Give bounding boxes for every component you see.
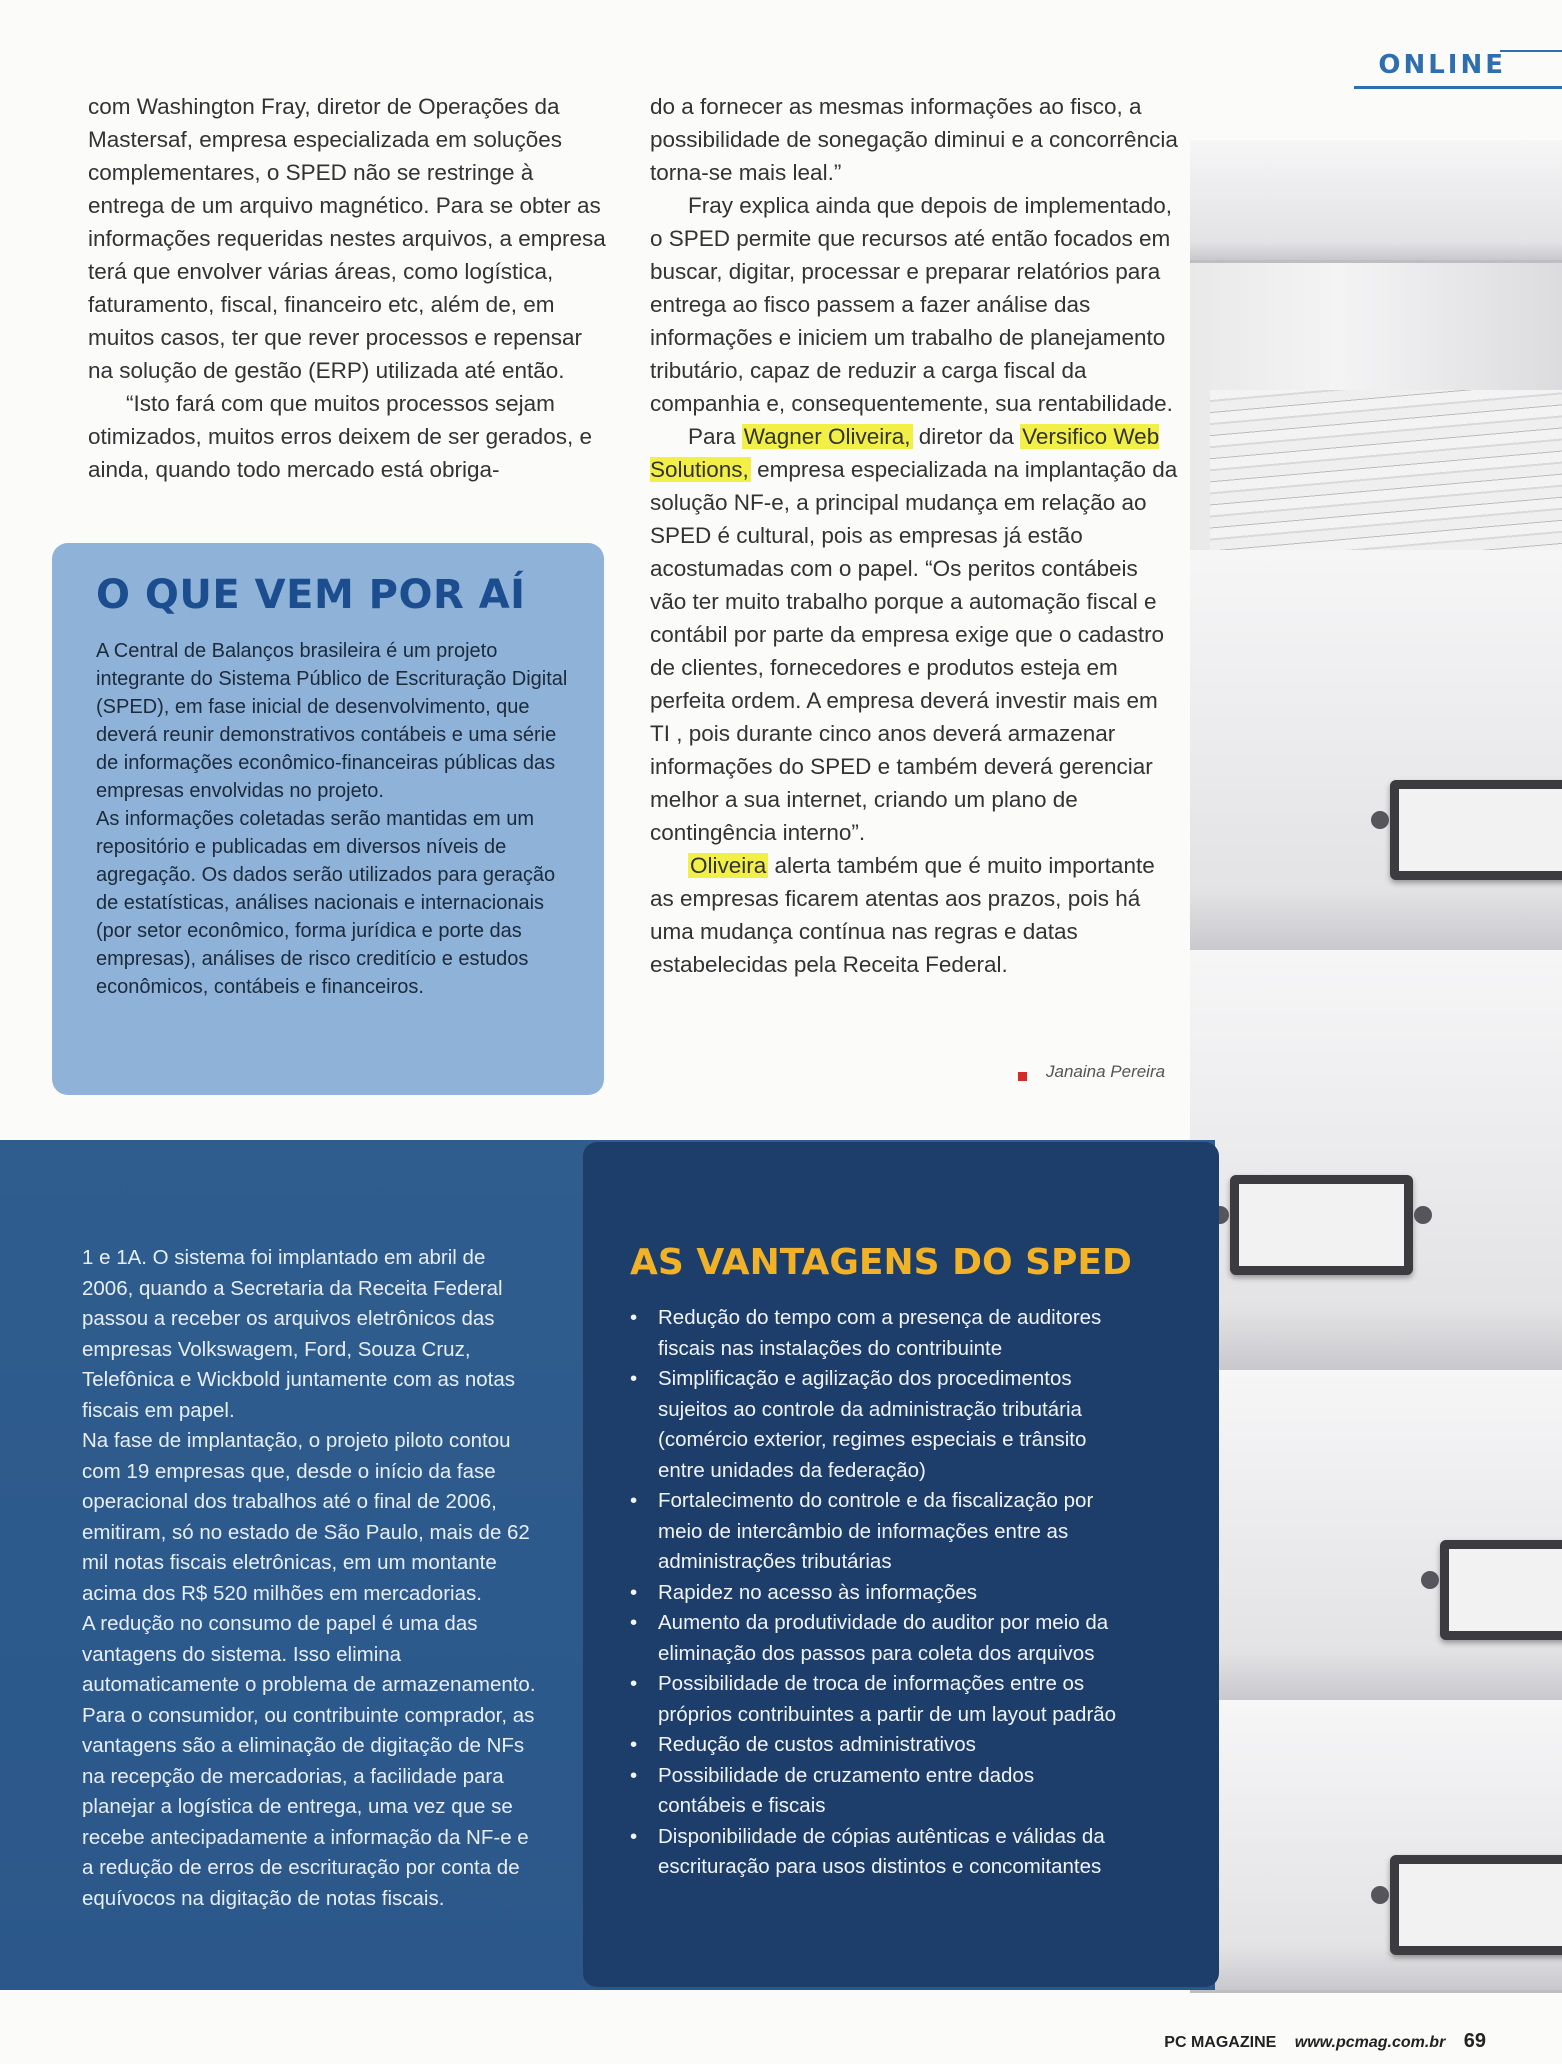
- paragraph: As informações coletadas serão mantidas em um repositório e publicadas em diversos níveis de agregação. Os dados serão utilizados para geração de estatísticas, análises nacionais e internacionais (por setor econômico, forma jurídica e porte das empresas), análises de risco creditício e estudos econômicos, contábeis e financeiros.: [96, 808, 556, 998]
- list-item: • Disponibilidade de cópias autênticas e válidas da escrituração para usos distintos e concomitantes: [628, 1822, 1118, 1883]
- list-item: • Redução do tempo com a presença de auditores fiscais nas instalações do contribuinte: [628, 1303, 1118, 1364]
- cabinet-drawer: [1190, 1370, 1562, 1703]
- cabinet-drawer: [1190, 550, 1562, 953]
- paragraph: A redução no consumo de papel é uma das vantagens do sistema. Isso elimina automaticamente o problema de armazenamento. Para o consumidor, ou contribuinte comprador, as vantagens são a eliminação de digitação de NFs na recepção de mercadorias, a facilidade para planejar a logística de entrega, uma vez que se recebe antecipadamente a informação da NF-e e a redução de erros de escrituração por conta de equívocos na digitação de notas fiscais.: [82, 1612, 536, 1910]
- drawer-handle: [1390, 780, 1562, 880]
- cabinet-drawer: [1190, 140, 1562, 263]
- text-run: alerta também que é muito importante as empresas ficarem atentas aos prazos, pois há uma mudança contínua nas regras e datas estabelecidas pela Receita Federal.: [650, 853, 1155, 977]
- list-item: • Fortalecimento do controle e da fiscalização por meio de intercâmbio de informações entre as administrações tributárias: [628, 1486, 1118, 1578]
- paragraph: Na fase de implantação, o projeto piloto contou com 19 empresas que, desde o início da fase operacional dos trabalhos até o final de 2006, emitiram, só no estado de São Paulo, mais de 62 mil notas fiscais eletrônicas, em um montante acima dos R$ 520 milhões em mercadorias.: [82, 1429, 530, 1605]
- header-rule-top: [1500, 50, 1562, 52]
- drawer-handle: [1440, 1540, 1562, 1640]
- band-text: [82, 1243, 536, 1914]
- advantages-list: [628, 1303, 1118, 1883]
- author-byline: Janaina Pereira: [1046, 1062, 1166, 1081]
- filing-cabinet-photo: [1190, 140, 1562, 1990]
- header-rule: [1354, 86, 1562, 89]
- page-number: 69: [1463, 2030, 1486, 2052]
- text-run: empresa especializada na implantação da solução NF-e, a principal mudança em relação ao SPED é cultural, pois as empresas já estão acostumadas com o papel. “Os peritos contábeis vão ter muito trabalho porque a automação fiscal e contábil por parte da empresa exige que o cadastro de clientes, fornecedores e produtos esteja em perfeita ordem. A empresa deverá investir mais em TI , pois durante cinco anos deverá armazenar informações do SPED e também deverá gerenciar melhor a sua internet, criando um plano de contingência interno”.: [650, 457, 1178, 845]
- magazine-name: PC MAGAZINE: [1164, 2034, 1277, 2051]
- drawer-handle: [1390, 1855, 1562, 1955]
- advantages-title: AS VANTAGENS DO SPED: [630, 1242, 1132, 1283]
- paragraph: [650, 849, 1180, 981]
- list-item: • Rapidez no acesso às informações: [628, 1578, 1118, 1609]
- list-item: • Possibilidade de cruzamento entre dados contábeis e fiscais: [628, 1761, 1118, 1822]
- list-item: • Simplificação e agilização dos procedimentos sujeitos ao controle da administração tributária (comércio exterior, regimes especiais e trânsito entre unidades da federação): [628, 1364, 1118, 1486]
- paragraph: “Isto fará com que muitos processos sejam otimizados, muitos erros deixem de ser gerados, e ainda, quando todo mercado está obriga-: [88, 391, 592, 482]
- list-item: • Aumento da produtividade do auditor por meio da eliminação dos passos para coleta dos arquivos: [628, 1608, 1118, 1669]
- papers-image: [1210, 390, 1562, 550]
- paragraph: A Central de Balanços brasileira é um projeto integrante do Sistema Público de Escrituração Digital (SPED), em fase inicial de desenvolvimento, que deverá reunir demonstrativos contábeis e uma série de informações econômico-financeiras públicas das empresas envolvidas no projeto.: [96, 640, 568, 802]
- text-run: Para: [688, 424, 742, 449]
- page-footer: [1164, 2030, 1486, 2053]
- paragraph: [650, 420, 1180, 849]
- list-item: • Possibilidade de troca de informações entre os próprios contribuintes a partir de um layout padrão: [628, 1669, 1118, 1730]
- highlighted-name: Oliveira: [690, 853, 767, 878]
- highlighted-name: Wagner Oliveira,: [743, 424, 911, 449]
- sidebar-box-text: [96, 637, 568, 1001]
- cabinet-drawer: [1190, 1700, 1562, 1993]
- paragraph: Fray explica ainda que depois de implementado, o SPED permite que recursos até então focados em buscar, digitar, processar e preparar relatórios para entrega ao fisco passem a fazer análise das informações e iniciem um trabalho de planejamento tributário, capaz de reduzir a carga fiscal da companhia e, consequentemente, sua rentabilidade.: [650, 193, 1173, 416]
- paragraph: do a fornecer as mesmas informações ao fisco, a possibilidade de sonegação diminui e a concorrência torna-se mais leal.”: [650, 94, 1178, 185]
- article-column-1: [88, 90, 613, 486]
- section-label: ONLINE: [1378, 50, 1506, 80]
- paragraph: com Washington Fray, diretor de Operações da Mastersaf, empresa especializada em soluções complementares, o SPED não se restringe à entrega de um arquivo magnético. Para se obter as informações requeridas nestes arquivos, a empresa terá que envolver várias áreas, como logística, faturamento, fiscal, financeiro etc, além de, em muitos casos, ter que rever processos e repensar na solução de gestão (ERP) utilizada até então.: [88, 94, 606, 383]
- article-column-2: [650, 90, 1180, 981]
- text-run: diretor da: [912, 424, 1021, 449]
- list-item: • Redução de custos administrativos: [628, 1730, 1118, 1761]
- sidebar-box-title: O QUE VEM POR AÍ: [96, 572, 526, 618]
- byline-marker: [1018, 1072, 1027, 1081]
- paragraph: 1 e 1A. O sistema foi implantado em abril de 2006, quando a Secretaria da Receita Federal passou a receber os arquivos eletrônicos das empresas Volkswagem, Ford, Souza Cruz, Telefônica e Wickbold juntamente com as notas fiscais em papel.: [82, 1246, 516, 1422]
- magazine-url[interactable]: www.pcmag.com.br: [1294, 2034, 1446, 2051]
- cabinet-drawer: [1190, 950, 1562, 1373]
- highlighted-company: Versifico Web Solutions,: [650, 424, 1160, 482]
- drawer-handle: [1230, 1175, 1413, 1275]
